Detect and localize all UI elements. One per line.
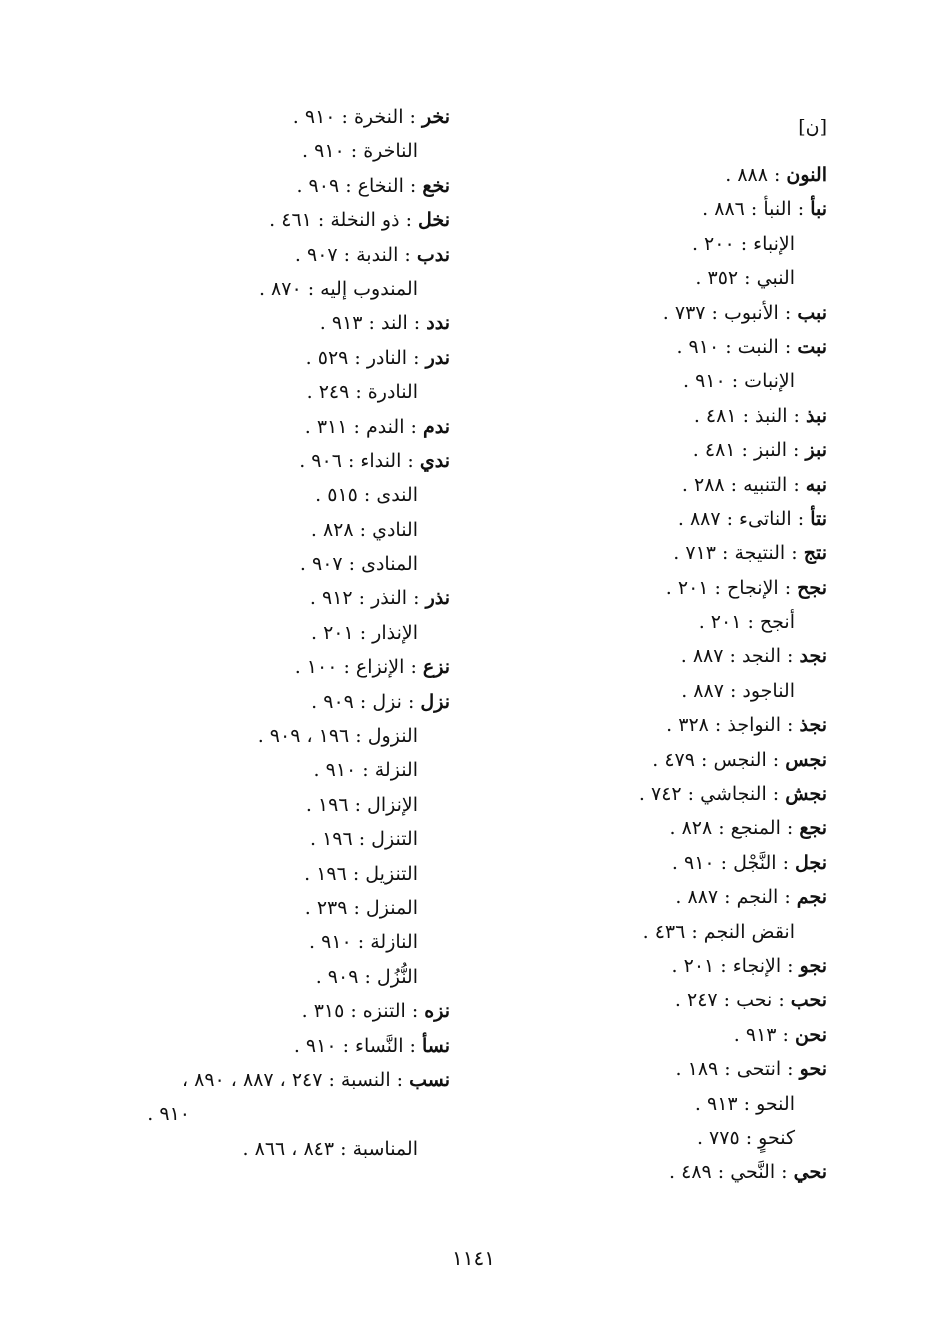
entry-text: : المنجع : ٨٢٨ . <box>669 817 800 840</box>
index-entry <box>497 639 827 673</box>
entry-root: نجذ <box>799 714 827 737</box>
entry-text: النُّزُل : ٩٠٩ . <box>315 965 418 988</box>
index-entry <box>497 433 827 467</box>
index-entry <box>497 399 827 433</box>
index-entry <box>70 685 450 719</box>
index-entry <box>497 1087 827 1121</box>
index-entry <box>497 1155 827 1189</box>
entry-root: نجع <box>799 817 827 840</box>
entry-text: النزلة : ٩١٠ . <box>313 759 418 782</box>
index-entry <box>70 100 450 134</box>
index-entry <box>70 341 450 375</box>
entry-text: : الأنبوب : ٧٣٧ . <box>662 301 798 324</box>
index-entry <box>497 571 827 605</box>
entry-root: نتأ <box>810 507 827 530</box>
entry-text: : ٩١٣ . <box>733 1023 795 1046</box>
index-entry <box>497 1018 827 1052</box>
index-entry <box>70 547 450 581</box>
entry-root: ندر <box>425 346 450 369</box>
index-entry <box>497 708 827 742</box>
index-entry <box>497 502 827 536</box>
entry-text: : الندبة : ٩٠٧ . <box>294 243 417 266</box>
index-entry <box>497 261 827 295</box>
entry-text: الإنبات : ٩١٠ . <box>682 370 795 393</box>
entry-root: نزع <box>422 656 450 679</box>
entry-root: نحن <box>794 1023 827 1046</box>
index-entry <box>497 296 827 330</box>
entry-text: ٩١٠ . <box>147 1103 190 1126</box>
entry-root: نجم <box>796 886 827 909</box>
index-entry <box>70 306 450 340</box>
entry-root: نجل <box>795 851 827 874</box>
entry-text: : النخاع : ٩٠٩ . <box>296 174 423 197</box>
entry-text: : الناتىء : ٨٨٧ . <box>677 507 811 530</box>
index-entry <box>70 960 450 994</box>
index-entry <box>497 158 827 192</box>
entry-root: نبه <box>805 473 827 496</box>
entry-text: : النسبة : ٢٤٧ ، ٨٨٧ ، ٨٩٠ ، <box>181 1068 410 1091</box>
entry-text: أنجح : ٢٠١ . <box>698 611 795 634</box>
index-entry <box>497 949 827 983</box>
entry-root: نبب <box>797 301 827 324</box>
entry-root: نجد <box>799 645 827 668</box>
entry-text: : النخرة : ٩١٠ . <box>292 106 422 128</box>
index-column-right <box>497 110 827 1190</box>
entry-root: نجس <box>785 748 827 771</box>
entry-root: نحو <box>799 1058 827 1081</box>
entry-text: الندى : ٥١٥ . <box>315 484 418 507</box>
entry-text: : الإنزاع : ١٠٠ . <box>294 656 423 679</box>
entry-text: : النواجذ : ٣٢٨ . <box>666 714 800 737</box>
entry-root: نحي <box>793 1161 827 1184</box>
entry-text: النزول : ١٩٦ ، ٩٠٩ . <box>257 725 418 748</box>
entry-root: نجح <box>797 576 827 599</box>
entry-root: نحب <box>790 989 827 1012</box>
index-entry <box>497 983 827 1017</box>
index-entry <box>70 134 450 168</box>
entry-text: : ذو النخلة : ٤٦١ . <box>269 209 419 232</box>
index-entry <box>70 203 450 237</box>
index-entry <box>497 192 827 226</box>
entry-root: ندب <box>416 243 450 266</box>
entry-text: الناخرة : ٩١٠ . <box>302 140 418 163</box>
index-entry <box>497 1052 827 1086</box>
entry-text: التنزيل : ١٩٦ . <box>304 862 418 885</box>
entry-text: : الإنجاح : ٢٠١ . <box>665 576 798 599</box>
index-entry <box>70 410 450 444</box>
entry-text: : التنزه : ٣١٥ . <box>301 1000 425 1023</box>
index-entry <box>70 616 450 650</box>
entry-root: نبأ <box>810 198 827 221</box>
index-entry <box>497 330 827 364</box>
entry-text: النازلة : ٩١٠ . <box>309 931 418 954</box>
index-entry <box>497 674 827 708</box>
index-entry <box>70 822 450 856</box>
page-number: ١١٤١ <box>452 1246 495 1270</box>
index-entry <box>70 444 450 478</box>
entry-text: : النادر : ٥٢٩ . <box>305 346 426 369</box>
entry-text: : ٨٨٨ . <box>725 164 787 186</box>
entry-root: ندم <box>422 415 450 438</box>
index-entry <box>497 915 827 949</box>
entry-text: الإنباء : ٢٠٠ . <box>691 232 795 255</box>
index-entry <box>70 719 450 753</box>
index-entry <box>70 857 450 891</box>
entry-root: نسب <box>409 1068 450 1091</box>
index-entry <box>70 1097 450 1131</box>
index-entry <box>70 478 450 512</box>
index-entry <box>70 925 450 959</box>
entry-root: نخل <box>418 209 450 232</box>
entry-text: : النجس : ٤٧٩ . <box>652 748 786 771</box>
entry-text: : الندم : ٣١١ . <box>304 415 423 438</box>
entry-text: : الإنجاء : ٢٠١ . <box>671 954 800 977</box>
entry-text: : النبذ : ٤٨١ . <box>693 404 806 427</box>
entry-text: النحو : ٩١٣ . <box>694 1092 795 1115</box>
entry-text: : التنبيه : ٢٨٨ . <box>681 473 806 496</box>
entry-text: : النبز : ٤٨١ . <box>692 439 806 462</box>
entry-root: نزه <box>424 1000 450 1023</box>
index-entry <box>70 375 450 409</box>
entry-text: المناسبة : ٨٤٣ ، ٨٦٦ . <box>242 1137 418 1160</box>
index-entry <box>497 880 827 914</box>
index-entry <box>70 650 450 684</box>
entry-text: : النداء : ٩٠٦ . <box>299 449 420 472</box>
entry-text: : النجد : ٨٨٧ . <box>680 645 800 668</box>
index-entry <box>70 238 450 272</box>
entry-text: كنحوٍ : ٧٧٥ . <box>696 1126 795 1149</box>
index-entry <box>70 272 450 306</box>
entry-root: نبز <box>805 439 827 462</box>
index-entry <box>497 743 827 777</box>
index-entry <box>70 169 450 203</box>
entry-text: انقض النجم : ٤٣٦ . <box>642 920 795 943</box>
index-entry <box>497 227 827 261</box>
index-entry <box>70 994 450 1028</box>
entry-text: : النذر : ٩١٢ . <box>309 587 426 610</box>
entry-text: : نزل : ٩٠٩ . <box>311 690 421 713</box>
index-entry <box>497 605 827 639</box>
entry-root: نبذ <box>806 404 827 427</box>
entry-root: نذر <box>425 587 450 610</box>
index-entry <box>70 1132 450 1166</box>
entry-text: النادي : ٨٢٨ . <box>310 518 418 541</box>
entry-text: : النبأ : ٨٨٦ . <box>702 198 811 221</box>
entry-root: ندد <box>426 312 450 335</box>
entry-text: : الند : ٩١٣ . <box>319 312 427 335</box>
entry-text: التنزل : ١٩٦ . <box>309 828 418 851</box>
section-header: [ن] <box>798 116 827 138</box>
entry-text: النبي : ٣٥٢ . <box>695 267 795 290</box>
entry-text: الناجود : ٨٨٧ . <box>681 679 795 702</box>
entry-text: المندوب إليه : ٨٧٠ . <box>258 277 418 300</box>
entry-text: النادرة : ٢٤٩ . <box>306 381 418 404</box>
entry-root: نسأ <box>421 1034 450 1057</box>
index-entry <box>70 753 450 787</box>
index-entry <box>497 364 827 398</box>
entry-text: : النَّساء : ٩١٠ . <box>293 1034 422 1057</box>
entry-root: نزل <box>420 690 450 713</box>
entry-root: نجو <box>799 954 827 977</box>
index-entry <box>70 513 450 547</box>
index-entry <box>70 891 450 925</box>
entry-text: : النجم : ٨٨٧ . <box>675 886 797 909</box>
index-entry <box>70 788 450 822</box>
index-entry <box>497 536 827 570</box>
entry-text: : النَّجْل : ٩١٠ . <box>671 851 796 874</box>
entry-root: نتج <box>803 542 827 565</box>
entry-text: : النَّحي : ٤٨٩ . <box>669 1161 794 1184</box>
index-entry <box>497 846 827 880</box>
index-entry <box>497 777 827 811</box>
entry-text: المنزل : ٢٣٩ . <box>304 896 418 919</box>
entry-root: ندي <box>419 449 450 472</box>
entry-text: : نحب : ٢٤٧ . <box>674 989 791 1012</box>
entry-text: : النتيجة : ٧١٣ . <box>673 542 804 565</box>
index-entry <box>497 811 827 845</box>
index-entry <box>70 1029 450 1063</box>
entry-root: نجش <box>785 783 827 806</box>
entry-root: النون <box>786 164 827 186</box>
index-entry <box>70 1063 450 1097</box>
entry-text: الإنزال : ١٩٦ . <box>305 793 418 816</box>
entry-text: : النجاشي : ٧٤٢ . <box>638 783 786 806</box>
index-entry <box>70 581 450 615</box>
entry-text: الإنذار : ٢٠١ . <box>310 621 418 644</box>
entry-root: نبت <box>797 335 827 358</box>
index-entry <box>497 1121 827 1155</box>
index-column-left <box>70 100 450 1166</box>
entry-text: المنادى : ٩٠٧ . <box>299 553 418 576</box>
entry-text: : النبت : ٩١٠ . <box>676 335 798 358</box>
entry-root: نخع <box>422 174 450 197</box>
entry-text: : انتحى : ١٨٩ . <box>675 1058 800 1081</box>
entry-root: نخر <box>421 106 450 128</box>
index-entry <box>497 468 827 502</box>
